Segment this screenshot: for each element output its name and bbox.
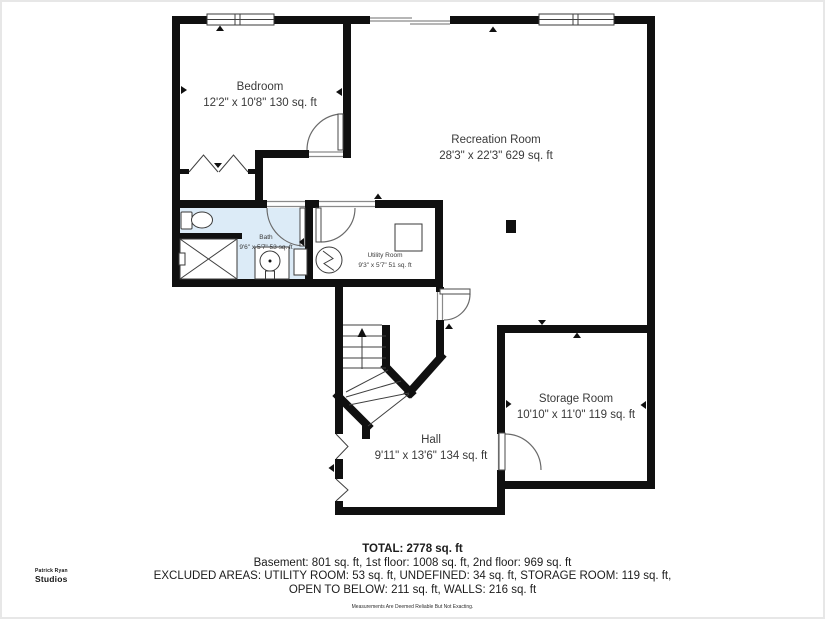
storage-room-label — [517, 392, 635, 423]
shower — [179, 239, 237, 279]
hall-name: Hall — [421, 434, 441, 446]
bedroom-name: Bedroom — [236, 81, 284, 93]
toilet — [181, 212, 213, 229]
bath-label — [239, 233, 292, 252]
recreation-room-dims: 28'3" x 22'3" 629 sq. ft — [439, 149, 553, 162]
utility-room-label — [358, 251, 411, 270]
total-area: TOTAL: 2778 sq. ft — [362, 543, 463, 555]
hall-dims: 9'11" x 13'6" 134 sq. ft — [374, 449, 488, 462]
window-top-left — [207, 14, 274, 25]
recreation-room-name: Recreation Room — [451, 134, 541, 146]
utility-room-dims: 9'3" x 5'7" 51 sq. ft — [358, 261, 412, 269]
window-top-right — [539, 14, 614, 25]
excluded-areas-line2: OPEN TO BELOW: 211 sq. ft, WALLS: 216 sq. ft — [288, 583, 537, 596]
bath-dims: 9'6" x 5'7" 53 sq. ft — [239, 243, 293, 251]
floor-plan-drawing — [2, 2, 825, 619]
bedroom-label — [203, 80, 317, 111]
disclaimer: Measurements Are Deemed Reliable But Not Exacting. — [351, 604, 474, 610]
logo-line1: Patrick Ryan — [35, 568, 68, 574]
hall-door — [438, 289, 471, 320]
stair-up-arrow — [358, 328, 367, 337]
studio-logo — [35, 569, 68, 584]
area-summary — [2, 543, 823, 611]
utility-room-door — [316, 202, 375, 243]
logo-line2: Studios — [35, 574, 68, 584]
furnace — [395, 224, 422, 251]
storage-room-name: Storage Room — [538, 393, 614, 405]
open-edge-line — [370, 18, 450, 24]
excluded-areas-line1: EXCLUDED AREAS: UTILITY ROOM: 53 sq. ft, UNDEFINED: 34 sq. ft, STORAGE ROOM: 119 sq. ft, — [153, 570, 672, 582]
recreation-room-label — [439, 133, 553, 164]
bedroom-door — [307, 114, 343, 157]
storage-room-dims: 10'10" x 11'0" 119 sq. ft — [516, 408, 636, 421]
utility-room-name: Utility Room — [367, 252, 403, 259]
water-heater — [316, 247, 342, 273]
bath-name: Bath — [259, 234, 273, 241]
hall-label — [375, 433, 488, 464]
support-post — [506, 220, 516, 233]
bedroom-dims: 12'2" x 10'8" 130 sq. ft — [203, 96, 317, 109]
storage-room-door — [499, 433, 542, 470]
floor-areas: Basement: 801 sq. ft, 1st floor: 1008 sq. ft, 2nd floor: 969 sq. ft — [253, 556, 572, 569]
